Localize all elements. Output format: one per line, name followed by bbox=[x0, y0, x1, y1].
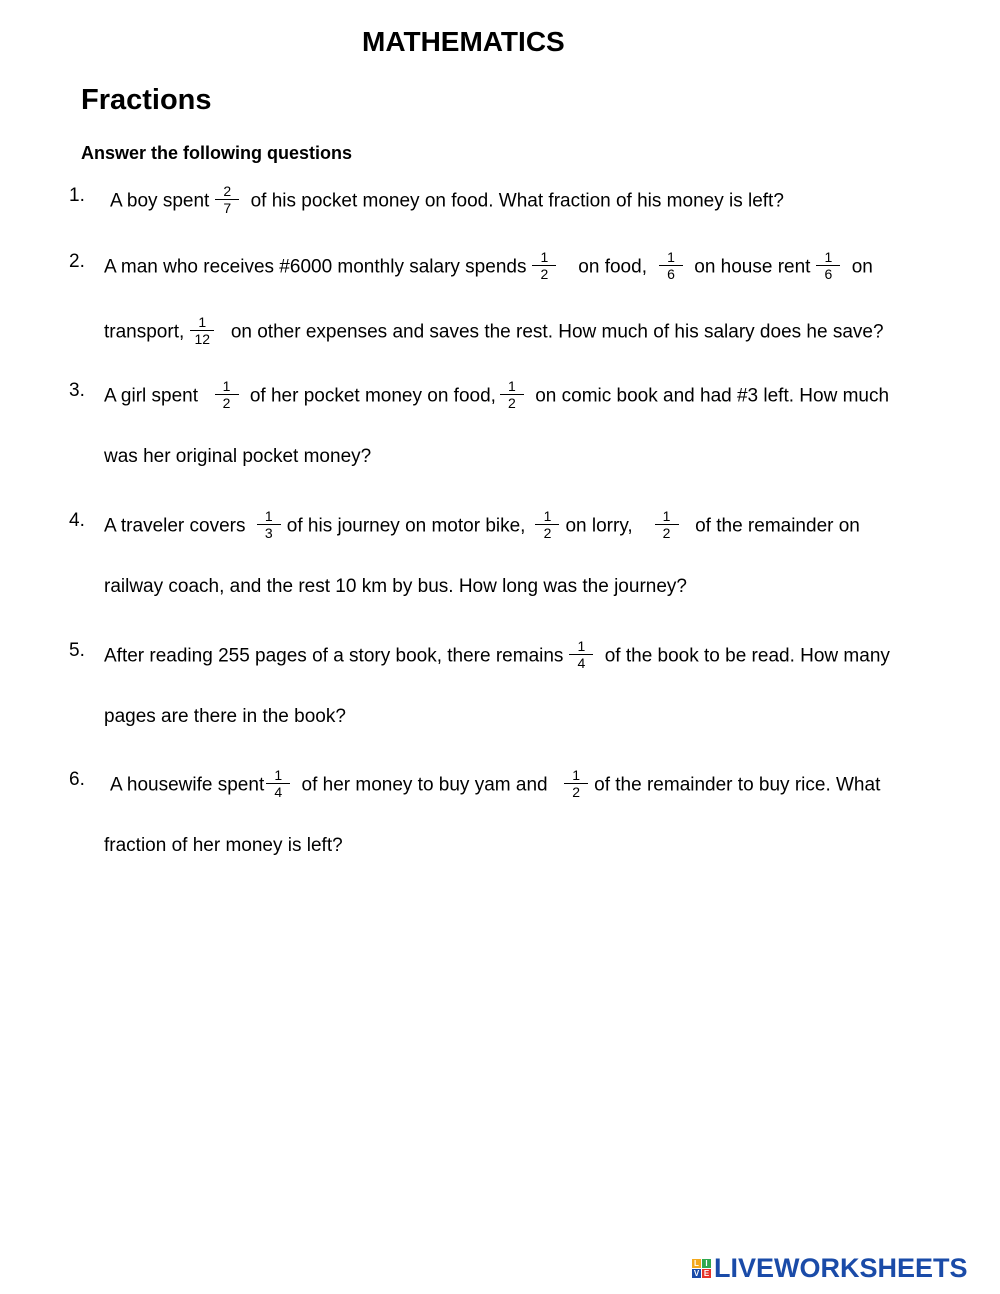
fraction: $\frac{2}{7}$ bbox=[215, 183, 239, 216]
logo-letter: L bbox=[692, 1259, 701, 1268]
question-number: 3. bbox=[69, 380, 85, 401]
question-number: 5. bbox=[69, 640, 85, 661]
fraction: $\frac{1}{12}$ bbox=[190, 314, 214, 347]
question-number: 2. bbox=[69, 251, 85, 272]
fraction: $\frac{1}{2}$ bbox=[655, 508, 679, 541]
question-5-line-2: pages are there in the book? bbox=[104, 706, 346, 727]
instructions: Answer the following questions bbox=[81, 143, 353, 163]
fraction: $\frac{1}{2}$ bbox=[532, 249, 556, 282]
question-2-line-1: A man who receives #6000 monthly salary spends $\frac{1}{2}$ on food, $\frac{1}{6}$ on house rent $\frac{1}{6}$ on bbox=[104, 249, 873, 282]
question-5-line-1: After reading 255 pages of a story book, there remains $\frac{1}{4}$ of the book to be read. How many bbox=[104, 638, 890, 671]
question-number: 1. bbox=[69, 185, 85, 206]
section-title: Fractions bbox=[81, 84, 212, 116]
question-2-line-2: transport, $\frac{1}{12}$ on other expenses and saves the rest. How much of his salary does he save? bbox=[104, 314, 884, 347]
question-4-line-2: railway coach, and the rest 10 km by bus. How long was the journey? bbox=[104, 576, 687, 597]
fraction: $\frac{1}{4}$ bbox=[266, 767, 290, 800]
fraction: $\frac{1}{2}$ bbox=[500, 378, 524, 411]
question-3-line-1: A girl spent $\frac{1}{2}$ of her pocket money on food, $\frac{1}{2}$ on comic book and had #3 left. How much bbox=[104, 378, 890, 411]
fraction: $\frac{1}{2}$ bbox=[564, 767, 588, 800]
fraction: $\frac{1}{3}$ bbox=[257, 508, 281, 541]
question-6-line-1: A housewife spent $\frac{1}{4}$ of her money to buy yam and $\frac{1}{2}$ of the remainder to buy rice. What bbox=[110, 767, 881, 800]
logo-letter: V bbox=[693, 1269, 700, 1278]
question-3-line-2: was her original pocket money? bbox=[104, 446, 372, 467]
question-1: A boy spent $\frac{2}{7}$ of his pocket money on food. What fraction of his money is left? bbox=[110, 183, 784, 216]
logo-letter: E bbox=[703, 1269, 710, 1278]
page-title: MATHEMATICS bbox=[362, 26, 565, 57]
fraction: $\frac{1}{2}$ bbox=[535, 508, 559, 541]
fraction: $\frac{1}{4}$ bbox=[569, 638, 593, 671]
question-number: 4. bbox=[69, 510, 85, 531]
question-4-line-1: A traveler covers $\frac{1}{3}$ of his journey on motor bike, $\frac{1}{2}$ on lorry, $\frac{1}{2}$ of the remainder on bbox=[104, 508, 860, 541]
fraction: $\frac{1}{2}$ bbox=[215, 378, 239, 411]
liveworksheets-logo bbox=[692, 1253, 968, 1284]
logo-mark-icon bbox=[692, 1259, 711, 1278]
logo-letter: I bbox=[702, 1259, 711, 1268]
logo-text: LIVEWORKSHEETS bbox=[714, 1253, 968, 1283]
question-number: 6. bbox=[69, 769, 85, 790]
fraction: $\frac{1}{6}$ bbox=[659, 249, 683, 282]
question-6-line-2: fraction of her money is left? bbox=[104, 835, 343, 856]
fraction: $\frac{1}{6}$ bbox=[816, 249, 840, 282]
